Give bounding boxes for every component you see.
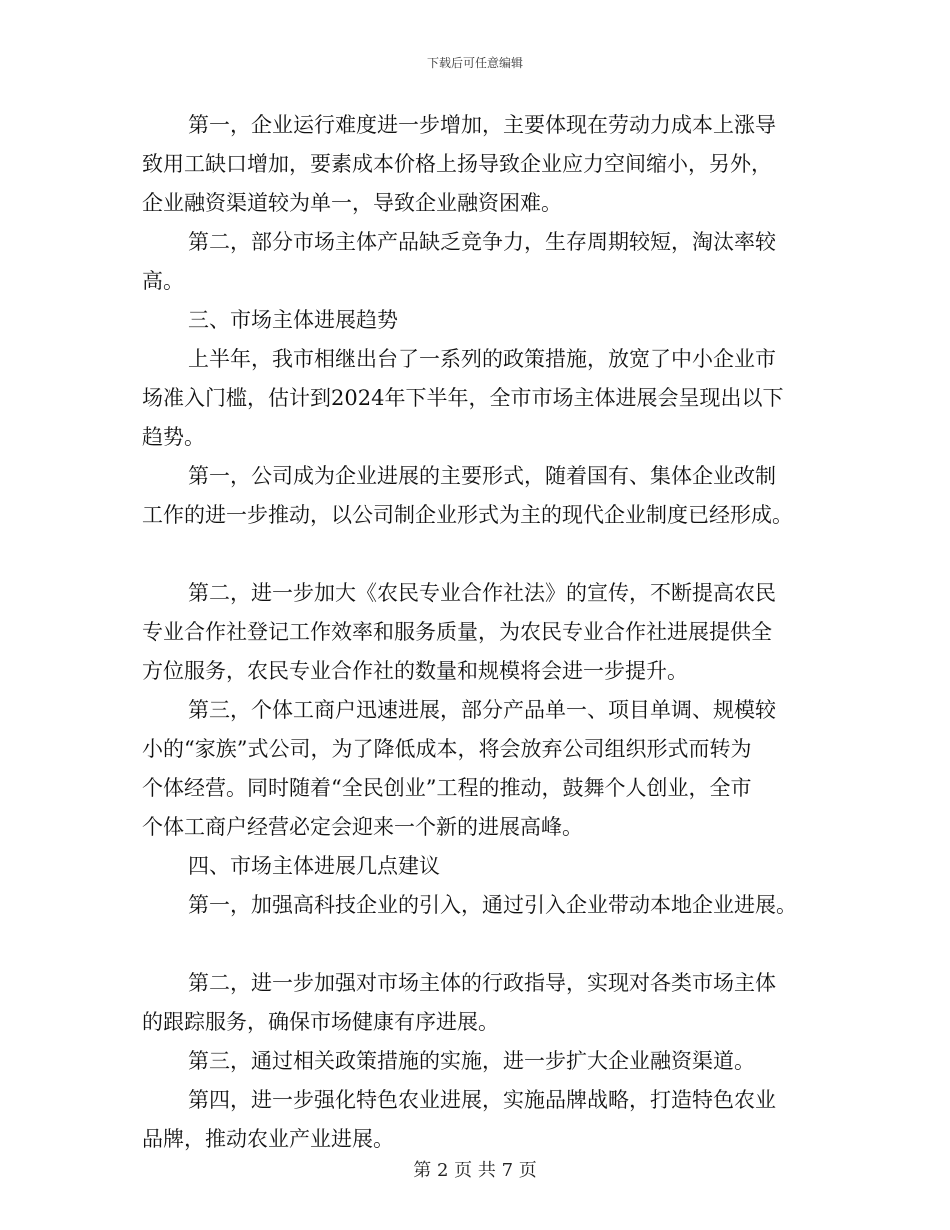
document-body <box>142 106 810 1159</box>
text-line: 上半年，我市相继出台了一系列的政策措施，放宽了中小企业市 <box>188 347 776 371</box>
page-header: 下载后可任意编辑 <box>426 56 523 70</box>
text-line: 第三，通过相关政策措施的实施，进一步扩大企业融资渠道。 <box>188 1049 755 1073</box>
text-line: 高。 <box>142 269 184 293</box>
paragraph <box>142 574 810 691</box>
paragraph <box>142 691 810 847</box>
section-heading <box>142 847 810 886</box>
text-line: 第二，进一步加大《农民专业合作社法》的宣传，不断提高农民 <box>188 581 776 605</box>
text-line: 企业融资渠道较为单一，导致企业融资困难。 <box>142 191 562 215</box>
text-line: 四、市场主体进展几点建议 <box>188 854 440 878</box>
paragraph <box>142 457 810 535</box>
text-line: 方位服务，农民专业合作社的数量和规模将会进一步提升。 <box>142 659 688 683</box>
paragraph <box>142 106 810 223</box>
text-line: 第二，进一步加强对市场主体的行政指导，实现对各类市场主体 <box>188 971 776 995</box>
text-line: 致用工缺口增加，要素成本价格上扬导致企业应力空间缩小，另外， <box>142 152 772 176</box>
blank-line <box>142 535 810 574</box>
text-line: 小的“家族”式公司，为了降低成本，将会放弃公司组织形式而转为 <box>142 737 752 761</box>
text-line: 第一，企业运行难度进一步增加，主要体现在劳动力成本上涨导 <box>188 113 776 137</box>
paragraph <box>142 340 810 457</box>
text-line: 三、市场主体进展趋势 <box>188 308 398 332</box>
paragraph <box>142 223 810 301</box>
text-line: 第三，个体工商户迅速进展，部分产品单一、项目单调、规模较 <box>188 698 776 722</box>
paragraph <box>142 964 810 1042</box>
text-line: 品牌，推动农业产业进展。 <box>142 1127 394 1151</box>
text-line: 专业合作社登记工作效率和服务质量，为农民专业合作社进展提供全 <box>142 620 772 644</box>
page-number: 第 2 页 共 7 页 <box>413 1160 537 1181</box>
text-line: 的跟踪服务，确保市场健康有序进展。 <box>142 1010 499 1034</box>
text-line: 趋势。 <box>142 425 205 449</box>
text-line: 工作的进一步推动，以公司制企业形式为主的现代企业制度已经形成。 <box>142 503 793 527</box>
blank-line <box>142 925 810 964</box>
text-line: 场准入门槛，估计到2024年下半年，全市市场主体进展会呈现出以下 <box>142 386 784 410</box>
paragraph <box>142 1081 810 1159</box>
text-line: 第一，加强高科技企业的引入，通过引入企业带动本地企业进展。 <box>188 893 797 917</box>
text-line: 第二，部分市场主体产品缺乏竞争力，生存周期较短，淘汰率较 <box>188 230 776 254</box>
text-line: 个体工商户经营必定会迎来一个新的进展高峰。 <box>142 815 583 839</box>
paragraph <box>142 1042 810 1081</box>
text-line: 第四，进一步强化特色农业进展，实施品牌战略，打造特色农业 <box>188 1088 776 1112</box>
section-heading <box>142 301 810 340</box>
text-line: 个体经营。同时随着“全民创业”工程的推动，鼓舞个人创业，全市 <box>142 776 752 800</box>
paragraph <box>142 886 810 925</box>
text-line: 第一，公司成为企业进展的主要形式，随着国有、集体企业改制 <box>188 464 776 488</box>
